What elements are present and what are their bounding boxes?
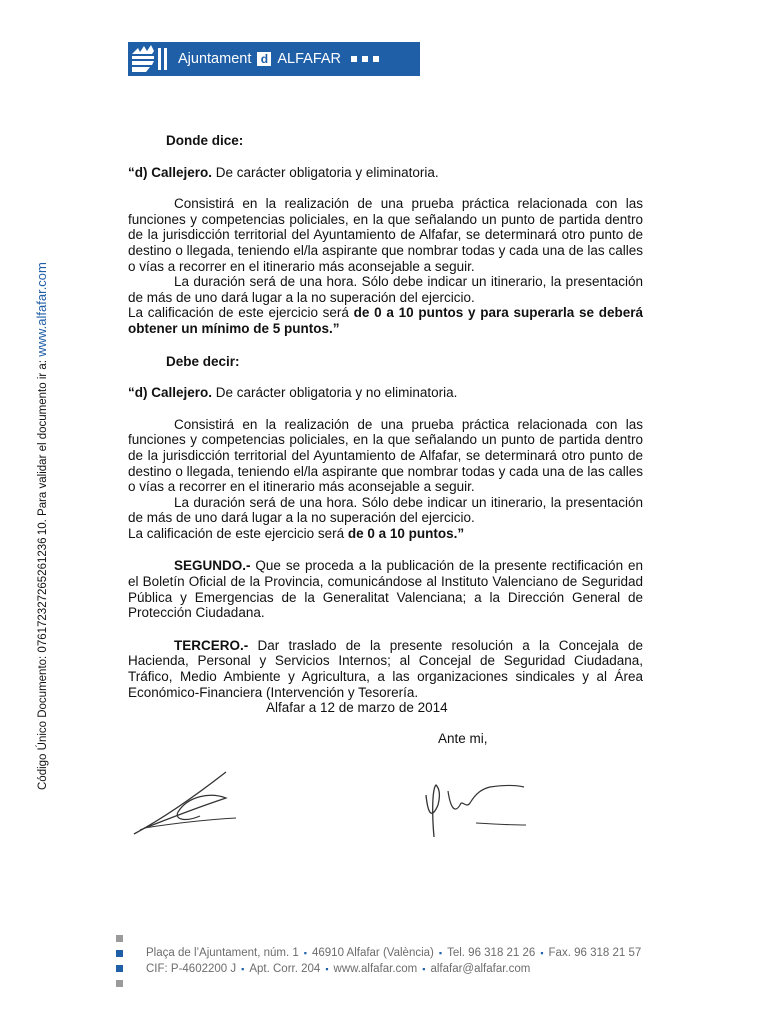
footer-line-2 bbox=[146, 961, 641, 977]
p6-text: La calificación de este ejercicio será bbox=[128, 525, 348, 541]
item-callejero-corrected bbox=[128, 385, 643, 401]
crest-icon bbox=[128, 42, 174, 76]
bullet-icon: ▪ bbox=[303, 948, 307, 958]
footer-email[interactable]: alfafar@alfafar.com bbox=[430, 963, 531, 975]
bullet-icon: ▪ bbox=[241, 964, 245, 974]
item-callejero-original bbox=[128, 165, 643, 181]
validation-label: Código Único Documento: 076172327265261236 10. Para validar el documento ir a: bbox=[37, 356, 49, 790]
document-validation-note bbox=[34, 260, 49, 790]
bullet-icon: ▪ bbox=[540, 948, 544, 958]
paragraph-5: La duración será de una hora. Sólo debe indicar un itinerario, la presentación de más de uno dará lugar a la no superación del ejercicio. bbox=[128, 494, 643, 526]
paragraph-2: La duración será de una hora. Sólo debe indicar un itinerario, la presentación de más de uno dará lugar a la no superación del ejercicio. bbox=[128, 274, 643, 305]
signature-left-icon bbox=[130, 770, 240, 840]
signature-right-icon bbox=[420, 775, 530, 845]
paragraph-4: Consistirá en la realización de una prueba práctica relacionada con las funciones y competencias policiales, en la que señalando un punto de partida dentro de la jurisdicción territorial del Ayuntamiento de Alfafar, se determinará otro punto de destino o llegada, teniendo el/la aspirante que nombrar todas y cada una de las calles o vías a recorrer en el itinerario más aconsejable a seguir. bbox=[128, 416, 643, 495]
validation-url[interactable]: www.alfafar.com bbox=[34, 262, 49, 357]
paragraph-6 bbox=[128, 526, 643, 542]
logo-dots bbox=[351, 56, 379, 62]
paragraph-segundo bbox=[128, 558, 643, 620]
bullet-icon: ▪ bbox=[422, 964, 426, 974]
footer-tel: Tel. 96 318 21 26 bbox=[447, 947, 536, 959]
footer-line-1 bbox=[146, 945, 641, 961]
logo-alfafar: ALFAFAR bbox=[277, 51, 342, 67]
item1-label: “d) Callejero. bbox=[128, 164, 213, 180]
p6-bold: de 0 a 10 puntos.” bbox=[347, 525, 465, 541]
item1-text: De carácter obligatoria y eliminatoria. bbox=[212, 164, 439, 180]
paragraph-tercero bbox=[128, 638, 643, 700]
footer-marks bbox=[116, 935, 123, 995]
item2-text: De carácter obligatoria y no eliminatoria. bbox=[212, 385, 458, 401]
bullet-icon: ▪ bbox=[325, 964, 329, 974]
item2-label: “d) Callejero. bbox=[128, 385, 213, 401]
ante-mi: Ante mi, bbox=[438, 730, 488, 746]
heading-debe-decir: Debe decir: bbox=[166, 353, 240, 369]
logo-ajuntament: Ajuntament bbox=[178, 51, 252, 67]
p3-bold: de 0 a 10 puntos y para superarla se deberá obtener un mínimo de 5 puntos.” bbox=[128, 305, 643, 336]
tercero-label: TERCERO.- bbox=[174, 637, 249, 653]
footer bbox=[146, 945, 641, 977]
segundo-text: Que se proceda a la publicación de la presente rectificación en el Boletín Oficial de la Provincia, comunicándose al Instituto Valenciano de Seguridad Pública y Emergencias de la Generalitat Valenciana; a la Dirección General de Protección Ciudadana. bbox=[128, 558, 643, 621]
segundo-label: SEGUNDO.- bbox=[174, 558, 251, 574]
paragraph-3 bbox=[128, 305, 643, 336]
document-body bbox=[128, 133, 643, 746]
p3-text: La calificación de este ejercicio será bbox=[128, 305, 354, 321]
paragraph-1: Consistirá en la realización de una prueba práctica relacionada con las funciones y competencias policiales, en la que señalando un punto de partida dentro de la jurisdicción territorial del Ayuntamiento de Alfafar, se determinará otro punto de destino o llegada, teniendo el/la aspirante que nombrar todas y cada una de las calles o vías a recorrer en el itinerario más aconsejable a seguir. bbox=[128, 196, 643, 274]
header-logo bbox=[128, 42, 420, 76]
footer-cif: CIF: P-4602200 J bbox=[146, 963, 237, 975]
footer-postal: 46910 Alfafar (València) bbox=[311, 947, 434, 959]
footer-address: Plaça de l’Ajuntament, núm. 1 bbox=[146, 947, 299, 959]
heading-donde-dice: Donde dice: bbox=[166, 133, 244, 148]
footer-apt: Apt. Corr. 204 bbox=[249, 963, 321, 975]
logo-letter-d: d bbox=[257, 52, 271, 66]
date-line: Alfafar a 12 de marzo de 2014 bbox=[266, 700, 448, 716]
tercero-text: Dar traslado de la presente resolución a la Concejala de Hacienda, Personal y Servicios Internos; al Concejal de Seguridad Ciudadana, Tráfico, Medio Ambiente y Agricultura, a las organizaciones sindicales y al Área Económico-Financiera (Intervención y Tesorería. bbox=[128, 637, 643, 700]
footer-web[interactable]: www.alfafar.com bbox=[333, 963, 418, 975]
bullet-icon: ▪ bbox=[438, 948, 443, 958]
footer-fax: Fax. 96 318 21 57 bbox=[548, 947, 642, 959]
